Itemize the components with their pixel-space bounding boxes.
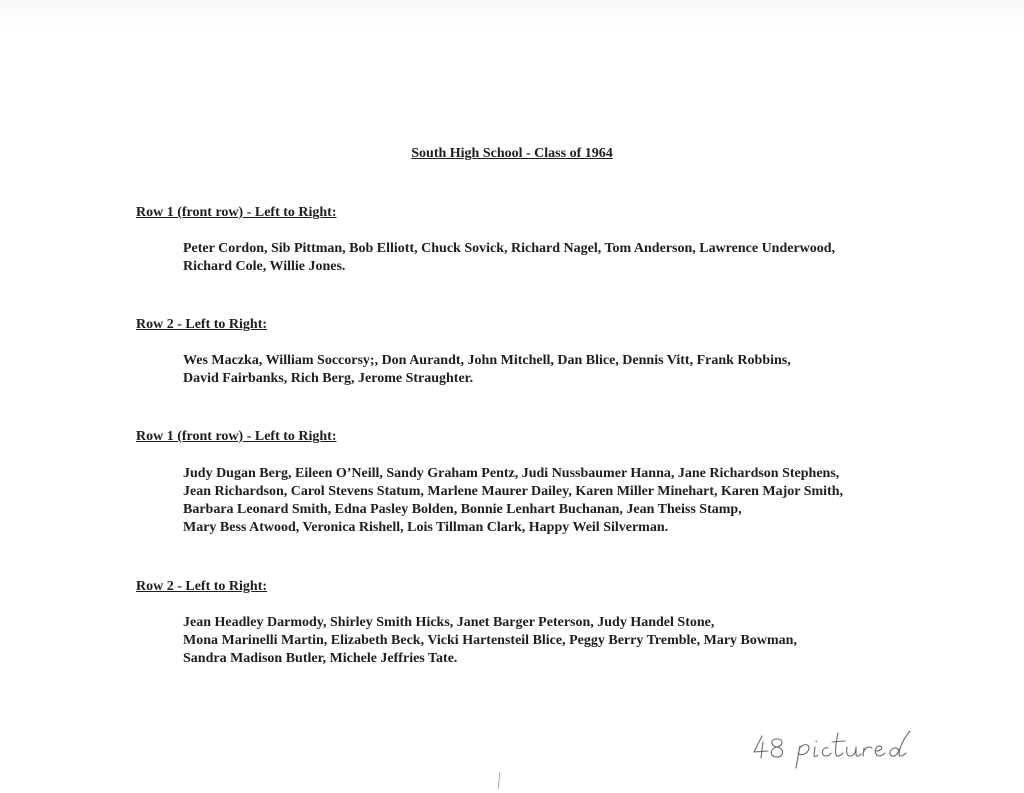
names-line: Mona Marinelli Martin, Elizabeth Beck, Vicki Hartensteil Blice, Peggy Berry Tremble, Mary Bowman,: [183, 633, 797, 648]
names-list-boys-row-1: [183, 240, 943, 276]
names-line: Judy Dugan Berg, Eileen O’Neill, Sandy Graham Pentz, Judi Nussbaumer Hanna, Jane Richardson Stephens,: [183, 466, 840, 481]
handwritten-note: [748, 722, 928, 772]
names-line: Barbara Leonard Smith, Edna Pasley Bolden, Bonnie Lenhart Buchanan, Jean Theiss Stamp,: [183, 502, 742, 517]
names-list-girls-row-1: [183, 465, 943, 537]
section-heading-boys-row-2: Row 2 - Left to Right:: [136, 317, 268, 332]
names-line: Wes Maczka, William Soccorsy;, Don Aurandt, John Mitchell, Dan Blice, Dennis Vitt, Frank Robbins,: [183, 353, 791, 368]
page-title: South High School - Class of 1964: [411, 146, 613, 161]
names-line: Jean Richardson, Carol Stevens Statum, Marlene Maurer Dailey, Karen Miller Minehart, Karen Major Smith,: [183, 484, 844, 499]
names-list-boys-row-2: [183, 352, 943, 388]
section-heading-girls-row-2: Row 2 - Left to Right:: [136, 579, 268, 594]
section-heading-girls-row-1: Row 1 (front row) - Left to Right:: [136, 429, 337, 444]
scan-mark: [496, 770, 502, 790]
names-line: David Fairbanks, Rich Berg, Jerome Straughter.: [183, 371, 474, 386]
names-list-girls-row-2: [183, 614, 943, 668]
names-line: Sandra Madison Butler, Michele Jeffries Tate.: [183, 651, 458, 666]
names-line: Jean Headley Darmody, Shirley Smith Hicks, Janet Barger Peterson, Judy Handel Stone,: [183, 615, 715, 630]
names-line: Mary Bess Atwood, Veronica Rishell, Lois Tillman Clark, Happy Weil Silverman.: [183, 520, 669, 535]
names-line: Richard Cole, Willie Jones.: [183, 259, 346, 274]
names-line: Peter Cordon, Sib Pittman, Bob Elliott, Chuck Sovick, Richard Nagel, Tom Anderson, Lawrence Underwood,: [183, 241, 836, 256]
section-heading-boys-row-1: Row 1 (front row) - Left to Right:: [136, 205, 337, 220]
